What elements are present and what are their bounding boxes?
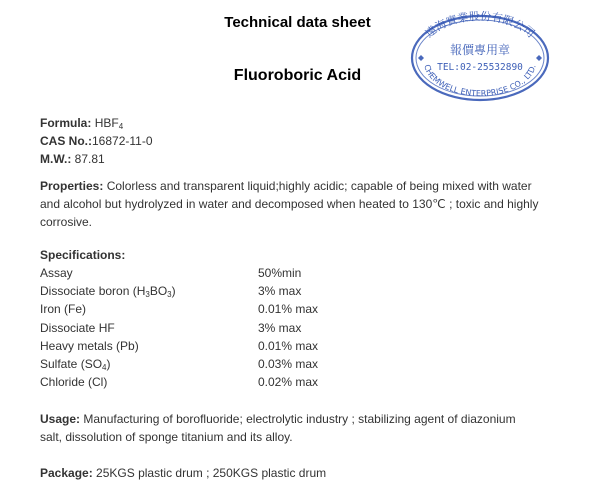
cas-label: CAS No.:: [40, 134, 92, 148]
usage-paragraph: [40, 410, 540, 446]
usage-label: Usage:: [40, 412, 81, 426]
cas-line: [40, 132, 153, 150]
spec-row-value: 3% max: [258, 284, 302, 299]
properties-text: Colorless and transparent liquid;highly acidic; capable of being mixed with water and alcohol but hydrolyzed in water and decomposed when heated to 130℃ ; toxic and highly corrosive.: [40, 179, 539, 229]
package-line: [40, 464, 326, 482]
formula-line: [40, 114, 123, 132]
spec-row-label: Dissociate HF: [40, 320, 115, 335]
spec-row-value: 0.01% max: [258, 302, 319, 317]
properties-label: Properties:: [40, 179, 104, 193]
spec-row-label: Heavy metals (Pb): [40, 338, 139, 353]
stamp-company-en: CHEMWELL ENTERPRISE CO., LTD.: [422, 63, 538, 99]
spec-row-label: Assay: [40, 266, 73, 280]
specifications-heading: Specifications:: [40, 248, 126, 262]
properties-paragraph: [40, 177, 540, 231]
svg-text:遠海實業股份有限公司: [422, 10, 537, 41]
package-text: 25KGS plastic drum ; 250KGS plastic drum: [96, 466, 327, 480]
mw-label: M.W.:: [40, 152, 72, 166]
mw-value: 87.81: [74, 152, 105, 166]
formula-value: $HBF_4$: [94, 116, 124, 131]
spec-row-label: Iron (Fe): [40, 302, 87, 317]
spec-row-value: 0.01% max: [258, 338, 319, 353]
formula-label: Formula:: [40, 116, 92, 130]
mw-line: [40, 150, 105, 168]
spec-row-label: Sulfate $(SO_4)$: [40, 357, 111, 372]
stamp-usage-cn: 報價專用章: [449, 43, 511, 57]
spec-row-value: 3% max: [258, 320, 302, 335]
company-stamp: [408, 8, 552, 104]
spec-row-value: 0.03% max: [258, 357, 319, 371]
spec-row-value: 50%min: [258, 266, 302, 280]
cas-value: 16872-11-0: [92, 134, 153, 148]
spec-row-label: Chloride (Cl): [40, 375, 108, 390]
spec-row-value: 0.02% max: [258, 375, 319, 390]
usage-text: Manufacturing of borofluoride; electrolytic industry ; stabilizing agent of diazonium salt, dissolution of sponge titanium and its alloy.: [40, 412, 516, 444]
spec-row-label: Dissociate boron $(H_3BO_3)$: [40, 284, 176, 300]
package-label: Package:: [40, 466, 93, 480]
doc-title: Technical data sheet: [224, 14, 371, 31]
stamp-company-cn: 遠海實業股份有限公司: [422, 9, 538, 41]
product-name: Fluoroboric Acid: [233, 67, 362, 84]
stamp-tel: TEL:02-25532890: [437, 62, 523, 73]
